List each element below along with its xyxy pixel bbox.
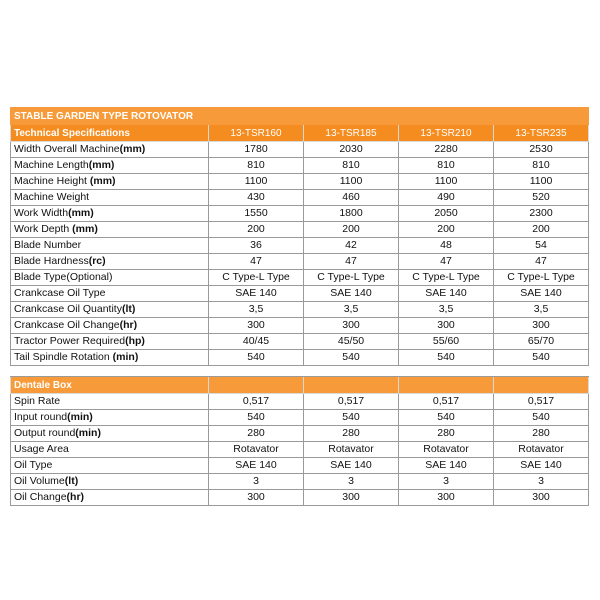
model-header: 13-TSR185 (304, 125, 399, 142)
dentale-header-label: Dentale Box (11, 377, 209, 394)
row-label (11, 270, 209, 286)
row-label-name: Tractor Power Required (14, 335, 126, 347)
value-cell: 2300 (494, 206, 589, 222)
row-label (11, 318, 209, 334)
row-label (11, 254, 209, 270)
spec-row (11, 206, 589, 222)
value-cell: 300 (399, 318, 494, 334)
row-label (11, 410, 209, 426)
row-label (11, 350, 209, 366)
row-label-unit: (min) (67, 411, 93, 423)
value-cell: 540 (209, 410, 304, 426)
title-row (11, 108, 589, 125)
spec-header-row (11, 125, 589, 142)
row-label (11, 442, 209, 458)
value-cell: 55/60 (399, 334, 494, 350)
spec-table (10, 107, 589, 506)
value-cell: 3 (209, 474, 304, 490)
value-cell: 490 (399, 190, 494, 206)
value-cell: 0,517 (209, 394, 304, 410)
dentale-row (11, 410, 589, 426)
value-cell: SAE 140 (304, 458, 399, 474)
value-cell: 36 (209, 238, 304, 254)
dentale-row (11, 426, 589, 442)
spec-row (11, 254, 589, 270)
model-header: 13-TSR210 (399, 125, 494, 142)
row-label-name: Work Depth (14, 223, 73, 235)
row-label (11, 426, 209, 442)
value-cell: 47 (304, 254, 399, 270)
row-label-unit: (lt) (64, 475, 79, 487)
dentale-header-cell (209, 377, 304, 394)
row-label-name: Crankcase Oil Quantity (14, 303, 122, 315)
value-cell: SAE 140 (494, 286, 589, 302)
value-cell: 300 (304, 318, 399, 334)
value-cell: Rotavator (399, 442, 494, 458)
row-label-unit: (mm) (68, 207, 94, 219)
row-label-unit: (hp) (125, 335, 145, 347)
value-cell: Rotavator (494, 442, 589, 458)
value-cell: 280 (494, 426, 589, 442)
dentale-header-cell (494, 377, 589, 394)
value-cell: 1800 (304, 206, 399, 222)
value-cell: 1100 (494, 174, 589, 190)
gap-cell (11, 366, 209, 377)
spec-row (11, 174, 589, 190)
value-cell: 2030 (304, 142, 399, 158)
dentale-row (11, 458, 589, 474)
value-cell: 2280 (399, 142, 494, 158)
value-cell: 300 (209, 490, 304, 506)
gap-cell (304, 366, 399, 377)
row-label-unit: (min) (112, 351, 139, 363)
row-label (11, 286, 209, 302)
value-cell: 200 (399, 222, 494, 238)
row-label-name: Crankcase Oil Type (14, 287, 106, 299)
value-cell: 540 (494, 350, 589, 366)
row-label-name: Oil Type (14, 459, 53, 471)
value-cell: Rotavator (304, 442, 399, 458)
value-cell: 460 (304, 190, 399, 206)
row-label-unit: (lt) (121, 303, 136, 315)
value-cell: 47 (209, 254, 304, 270)
row-label-name: Output round (14, 427, 76, 439)
dentale-header-row (11, 377, 589, 394)
model-header: 13-TSR160 (209, 125, 304, 142)
row-label-unit: (mm) (119, 143, 146, 155)
value-cell: 200 (304, 222, 399, 238)
row-label-name: Spin Rate (14, 395, 61, 407)
row-label-name: Crankcase Oil Change (14, 319, 120, 331)
row-label-unit: (hr) (66, 491, 85, 503)
row-label (11, 158, 209, 174)
value-cell: 200 (209, 222, 304, 238)
row-label-unit: (mm) (88, 159, 115, 171)
spec-row (11, 238, 589, 254)
value-cell: 2530 (494, 142, 589, 158)
value-cell: 280 (209, 426, 304, 442)
row-label-name: Input round (14, 411, 68, 423)
value-cell: 540 (494, 410, 589, 426)
value-cell: 300 (304, 490, 399, 506)
value-cell: 47 (494, 254, 589, 270)
row-label-name: Blade Type(Optional) (14, 271, 113, 283)
value-cell: 45/50 (304, 334, 399, 350)
value-cell: 3,5 (209, 302, 304, 318)
row-label (11, 474, 209, 490)
spec-header-label: Technical Specifications (11, 125, 209, 142)
value-cell: 3,5 (399, 302, 494, 318)
value-cell: 3,5 (494, 302, 589, 318)
value-cell: 200 (494, 222, 589, 238)
row-label (11, 334, 209, 350)
row-label (11, 238, 209, 254)
value-cell: 0,517 (494, 394, 589, 410)
spec-sheet (10, 107, 588, 506)
spec-row (11, 222, 589, 238)
value-cell: 810 (209, 158, 304, 174)
row-label (11, 206, 209, 222)
dentale-row (11, 394, 589, 410)
row-label-unit: (hr) (119, 319, 138, 331)
row-label (11, 174, 209, 190)
value-cell: 540 (209, 350, 304, 366)
row-label-unit: (min) (75, 427, 101, 439)
value-cell: 300 (494, 490, 589, 506)
value-cell: 42 (304, 238, 399, 254)
row-label-name: Machine Weight (14, 191, 90, 203)
dentale-header-cell (399, 377, 494, 394)
dentale-header-cell (304, 377, 399, 394)
value-cell: C Type-L Type (304, 270, 399, 286)
value-cell: 430 (209, 190, 304, 206)
spec-row (11, 158, 589, 174)
row-label (11, 302, 209, 318)
gap-cell (209, 366, 304, 377)
value-cell: 520 (494, 190, 589, 206)
row-label (11, 490, 209, 506)
row-label-name: Oil Volume (14, 475, 65, 487)
value-cell: 1780 (209, 142, 304, 158)
gap-cell (494, 366, 589, 377)
gap-cell (399, 366, 494, 377)
row-label (11, 222, 209, 238)
value-cell: 3 (304, 474, 399, 490)
row-label-name: Blade Hardness (14, 255, 89, 267)
model-header: 13-TSR235 (494, 125, 589, 142)
value-cell: 48 (399, 238, 494, 254)
spec-row (11, 302, 589, 318)
row-label-unit: (rc) (88, 255, 106, 267)
value-cell: 1100 (399, 174, 494, 190)
value-cell: 300 (209, 318, 304, 334)
value-cell: SAE 140 (209, 286, 304, 302)
spec-row (11, 334, 589, 350)
row-label (11, 394, 209, 410)
value-cell: 54 (494, 238, 589, 254)
value-cell: 540 (304, 410, 399, 426)
value-cell: 1550 (209, 206, 304, 222)
value-cell: C Type-L Type (399, 270, 494, 286)
row-label (11, 142, 209, 158)
value-cell: 47 (399, 254, 494, 270)
value-cell: C Type-L Type (209, 270, 304, 286)
section-gap (11, 366, 589, 377)
spec-row (11, 350, 589, 366)
value-cell: SAE 140 (399, 286, 494, 302)
spec-row (11, 142, 589, 158)
value-cell: 810 (494, 158, 589, 174)
spec-row (11, 318, 589, 334)
value-cell: Rotavator (209, 442, 304, 458)
table-title: STABLE GARDEN TYPE ROTOVATOR (11, 108, 589, 125)
spec-table-body (11, 108, 589, 506)
dentale-row (11, 474, 589, 490)
value-cell: 0,517 (399, 394, 494, 410)
value-cell: 0,517 (304, 394, 399, 410)
value-cell: 540 (399, 350, 494, 366)
row-label-name: Work Width (14, 207, 69, 219)
value-cell: C Type-L Type (494, 270, 589, 286)
value-cell: 1100 (304, 174, 399, 190)
value-cell: 280 (304, 426, 399, 442)
value-cell: SAE 140 (304, 286, 399, 302)
value-cell: 810 (304, 158, 399, 174)
value-cell: 40/45 (209, 334, 304, 350)
value-cell: SAE 140 (209, 458, 304, 474)
row-label (11, 190, 209, 206)
value-cell: 65/70 (494, 334, 589, 350)
row-label-name: Usage Area (14, 443, 69, 455)
row-label-unit: (mm) (89, 175, 116, 187)
spec-row (11, 270, 589, 286)
dentale-row (11, 490, 589, 506)
row-label (11, 458, 209, 474)
value-cell: SAE 140 (494, 458, 589, 474)
value-cell: SAE 140 (399, 458, 494, 474)
value-cell: 300 (399, 490, 494, 506)
value-cell: 540 (304, 350, 399, 366)
row-label-name: Oil Change (14, 491, 67, 503)
row-label-name: Machine Height (14, 175, 90, 187)
value-cell: 540 (399, 410, 494, 426)
value-cell: 810 (399, 158, 494, 174)
row-label-name: Tail Spindle Rotation (14, 351, 113, 363)
spec-row (11, 286, 589, 302)
value-cell: 2050 (399, 206, 494, 222)
row-label-name: Blade Number (14, 239, 82, 251)
value-cell: 3,5 (304, 302, 399, 318)
value-cell: 1100 (209, 174, 304, 190)
spec-row (11, 190, 589, 206)
row-label-name: Machine Length (14, 159, 89, 171)
row-label-name: Width Overall Machine (14, 143, 120, 155)
value-cell: 300 (494, 318, 589, 334)
value-cell: 280 (399, 426, 494, 442)
dentale-row (11, 442, 589, 458)
value-cell: 3 (399, 474, 494, 490)
value-cell: 3 (494, 474, 589, 490)
row-label-unit: (mm) (72, 223, 98, 235)
